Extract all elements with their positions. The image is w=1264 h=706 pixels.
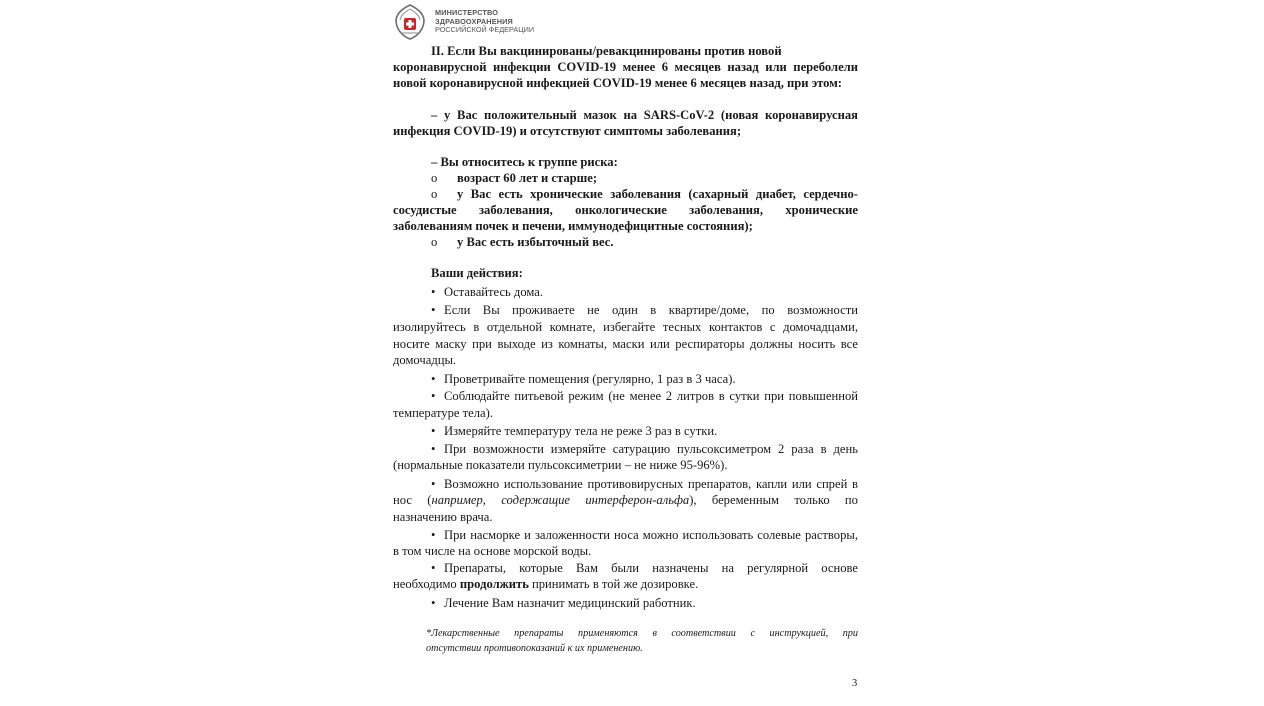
footnote: *Лекарственные препараты применяются в соответствии с инструкцией, при xyxy=(426,628,858,639)
action-item xyxy=(431,595,858,612)
action-text-cont xyxy=(393,492,858,509)
action-item xyxy=(431,560,858,577)
action-text-cont: температуре тела). xyxy=(393,406,493,420)
condition-text: – у Вас положительный мазок на SARS-CoV-2 (новая коронавирусная xyxy=(431,108,858,122)
action-item xyxy=(431,527,858,544)
action-text: Лечение Вам назначит медицинский работник. xyxy=(444,596,696,610)
action-text-cont: изолируйтесь в отдельной комнате, избегайте тесных контактов с домочадцами, xyxy=(393,320,858,334)
logo-line: ЗДРАВООХРАНЕНИЯ xyxy=(435,16,513,26)
circle-bullet-icon: o xyxy=(431,187,438,201)
circle-bullet-icon: o xyxy=(431,171,438,185)
section-heading-cont: новой коронавирусной инфекцией COVID-19 менее 6 месяцев назад, при этом: xyxy=(393,76,842,90)
risk-heading: – Вы относитесь к группе риска: xyxy=(431,155,618,169)
footnote-cont: отсутствии противопоказаний к их применению. xyxy=(426,643,643,654)
action-text: Оставайтесь дома. xyxy=(444,285,544,299)
actions-heading: Ваши действия: xyxy=(431,266,523,280)
action-item xyxy=(431,423,858,440)
action-text-part: нос ( xyxy=(393,493,432,507)
action-item xyxy=(431,284,858,301)
risk-item xyxy=(431,186,858,203)
action-text: Соблюдайте питьевой режим (не менее 2 литров в сутки при повышенной xyxy=(444,389,858,403)
page-number: 3 xyxy=(852,678,858,689)
action-text-part: необходимо xyxy=(393,577,460,591)
logo-caption xyxy=(435,9,534,35)
risk-item-cont: заболеваниям почек и печени, иммунодефицитные состояния); xyxy=(393,219,753,233)
bullet-icon: • xyxy=(431,389,436,403)
action-text-cont: назначению врача. xyxy=(393,510,493,524)
risk-item-cont: сосудистые заболевания, онкологические заболевания, хронические xyxy=(393,203,858,217)
action-text: Возможно использование противовирусных препаратов, капли или спрей в xyxy=(444,477,858,491)
bullet-icon: • xyxy=(431,442,436,456)
ministry-logo xyxy=(393,3,534,41)
risk-item xyxy=(431,234,858,251)
action-item xyxy=(431,441,858,458)
logo-line: РОССИЙСКОЙ ФЕДЕРАЦИИ xyxy=(435,25,535,35)
action-text: При возможности измеряйте сатурацию пульсоксиметром 2 раза в день xyxy=(444,442,858,456)
bullet-icon: • xyxy=(431,477,436,491)
bullet-icon: • xyxy=(431,596,436,610)
bullet-icon: • xyxy=(431,285,436,299)
action-text-italic: например, содержащие интерферон-альфа xyxy=(431,493,690,507)
action-text: Проветривайте помещения (регулярно, 1 раз в 3 часа). xyxy=(444,372,736,386)
action-text: Измеряйте температуру тела не реже 3 раз в сутки. xyxy=(444,424,718,438)
action-item xyxy=(431,476,858,493)
bullet-icon: • xyxy=(431,303,436,317)
action-text-cont xyxy=(393,576,858,593)
action-item xyxy=(431,302,858,319)
action-text: Препараты, которые Вам были назначены на регулярной основе xyxy=(444,561,858,575)
risk-item xyxy=(431,170,858,187)
section-heading: II. Если Вы вакцинированы/ревакцинированы против новой xyxy=(431,44,782,58)
bullet-icon: • xyxy=(431,528,436,542)
risk-item-text: у Вас есть избыточный вес. xyxy=(457,235,614,249)
action-text-bold: продолжить xyxy=(459,577,529,591)
logo-line: МИНИСТЕРСТВО xyxy=(435,8,499,18)
action-text-cont: в том числе на основе морской воды. xyxy=(393,544,592,558)
action-text: При насморке и заложенности носа можно использовать солевые растворы, xyxy=(444,528,858,542)
condition-text: инфекция COVID-19) и отсутствуют симптомы заболевания; xyxy=(393,124,742,138)
action-item xyxy=(431,388,858,405)
action-text-part: ), беременным только по xyxy=(689,493,858,507)
bullet-icon: • xyxy=(431,372,436,386)
action-text: Если Вы проживаете не один в квартире/доме, по возможности xyxy=(444,303,858,317)
section-heading-cont: коронавирусной инфекции COVID-19 менее 6 месяцев назад или переболели xyxy=(393,60,858,74)
action-text-part: принимать в той же дозировке. xyxy=(528,577,699,591)
action-text-cont: (нормальные показатели пульсоксиметрии – не ниже 95-96%). xyxy=(393,458,728,472)
risk-item-text: у Вас есть хронические заболевания (сахарный диабет, сердечно- xyxy=(457,187,858,201)
emblem-icon xyxy=(393,3,427,41)
risk-item-text: возраст 60 лет и старше; xyxy=(457,171,598,185)
bullet-icon: • xyxy=(431,561,436,575)
action-item xyxy=(431,371,858,388)
action-text-cont: носите маску при выходе из комнаты, маски или респираторы должны носить все xyxy=(393,337,858,351)
action-text-cont: домочадцы. xyxy=(393,353,457,367)
bullet-icon: • xyxy=(431,424,436,438)
circle-bullet-icon: o xyxy=(431,235,438,249)
